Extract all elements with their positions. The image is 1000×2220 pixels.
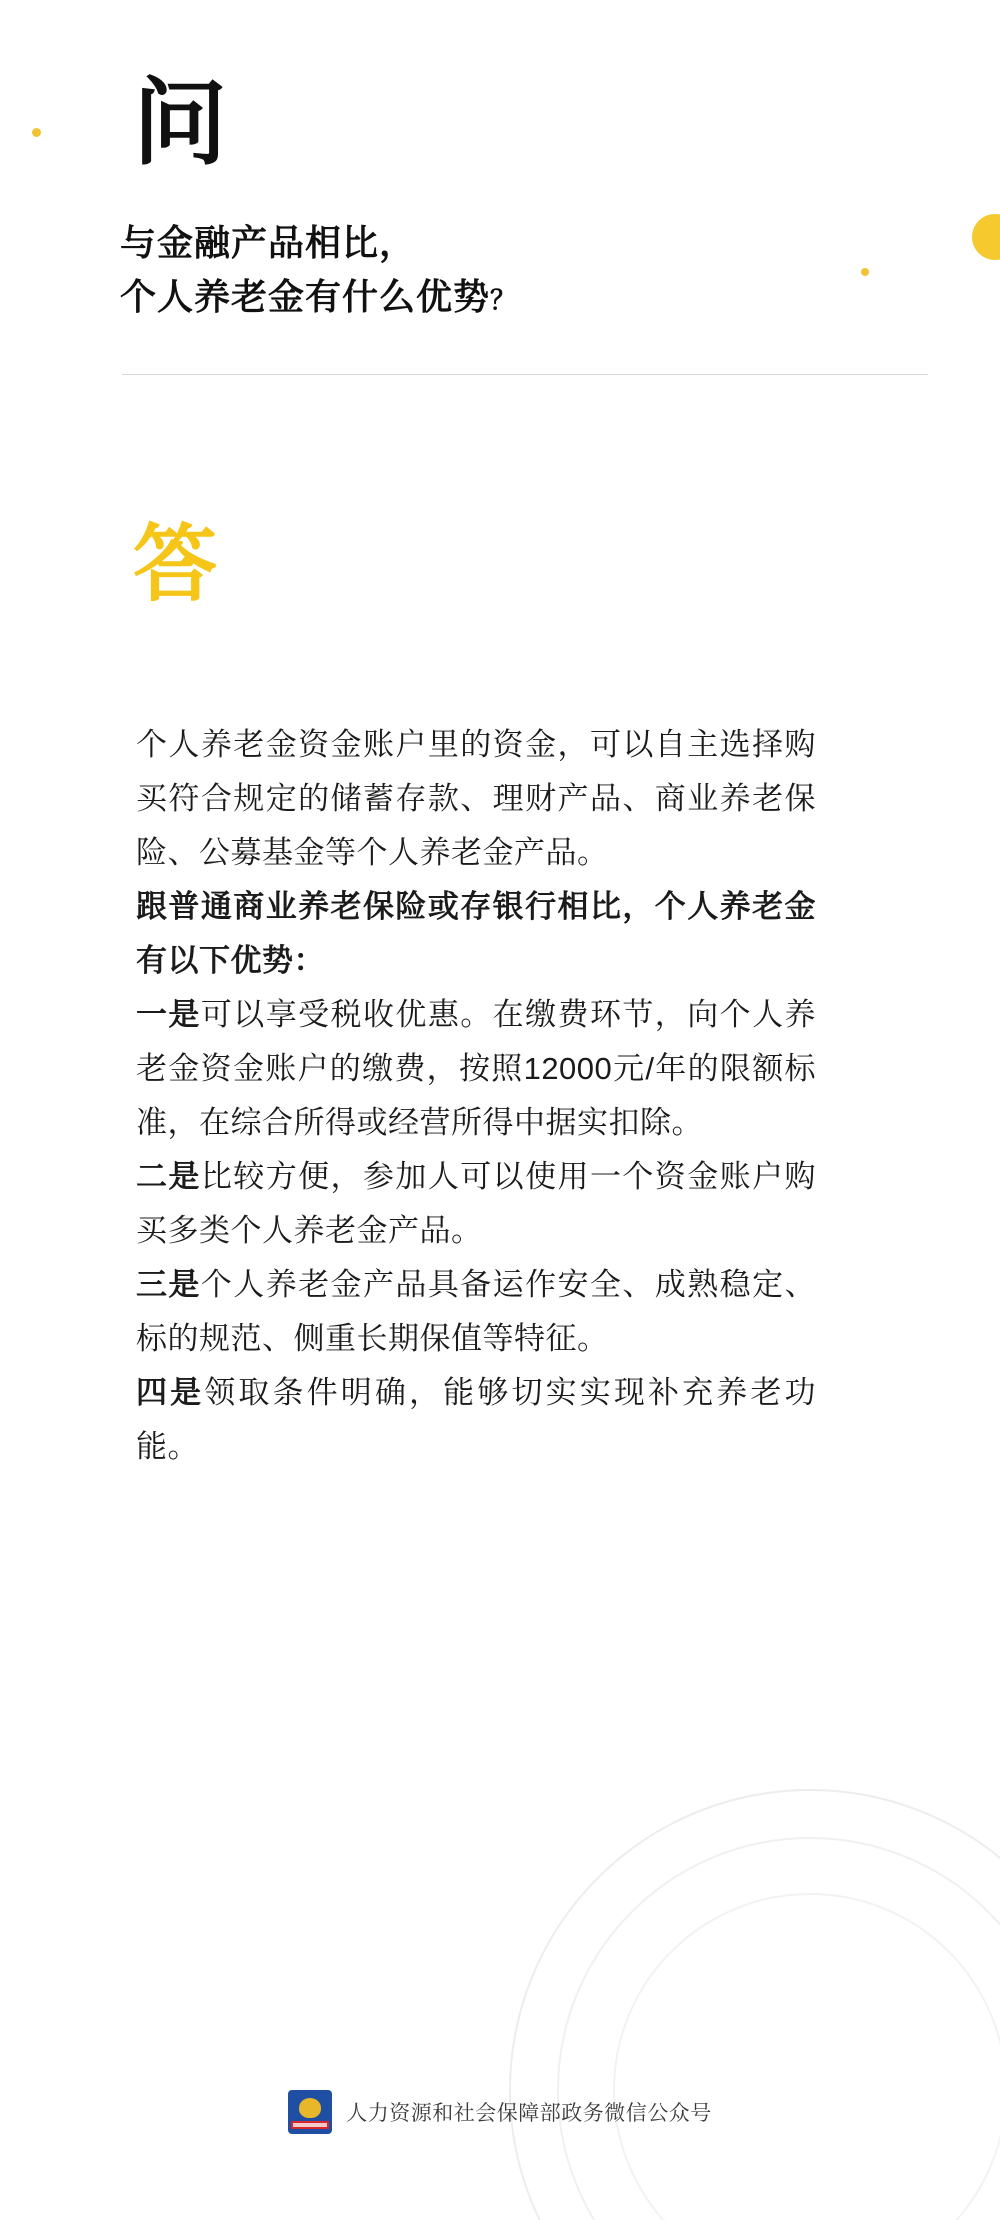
decorative-arcs [500,1780,1000,2220]
footer [0,2090,1000,2134]
answer-badge-glyph: 答 [133,515,218,613]
answer-paragraph [136,1366,816,1474]
paragraph-text: 个人养老金资金账户里的资金，可以自主选择购买符合规定的储蓄存款、理财产品、商业养老保险、公募基金等个人养老金产品。 [136,727,816,870]
footer-label: 人力资源和社会保障部政务微信公众号 [346,2102,712,2125]
logo-emblem-shape [299,2098,321,2118]
answer-badge [133,515,218,613]
title-line-1: 与金融产品相比， [120,222,417,263]
paragraph-lead: 三是 [136,1267,201,1302]
paragraph-text: 比较方便，参加人可以使用一个资金账户购买多类个人养老金产品。 [136,1159,817,1248]
title-line-2-wrap [120,270,880,327]
paragraph-lead: 一是 [136,997,201,1032]
title-question-suffix: ？ [490,285,518,315]
paragraph-lead: 二是 [136,1159,201,1194]
answer-paragraph [136,1258,816,1366]
page-title [120,216,880,327]
mohrss-logo-icon [288,2090,332,2134]
paragraph-text: 领取条件明确，能够切实实现补充养老功能。 [136,1375,817,1464]
answer-paragraph [136,1150,816,1258]
paragraph-text: 可以享受税收优惠。在缴费环节，向个人养老金资金账户的缴费，按照12000元/年的限额标准，在综合所得或经营所得中据实扣除。 [136,997,817,1140]
answer-paragraph [136,988,816,1150]
answer-paragraph [136,718,816,880]
question-glyph-text: 问 [133,69,228,178]
answer-body [136,718,816,1474]
title-line-2: 个人养老金有什么优势 [120,276,491,317]
paragraph-text: 个人养老金产品具备运作安全、成熟稳定、标的规范、侧重长期保值等特征。 [136,1267,817,1356]
logo-banner-shape [291,2121,329,2129]
question-mark-icon [133,69,229,178]
paragraph-text: 跟普通商业养老保险或存银行相比，个人养老金有以下优势： [136,889,816,978]
decorative-circle-right [972,214,1000,260]
answer-paragraph [136,880,816,988]
title-divider [122,374,928,375]
paragraph-lead: 四是 [136,1375,205,1410]
decorative-dot-left [32,128,41,137]
